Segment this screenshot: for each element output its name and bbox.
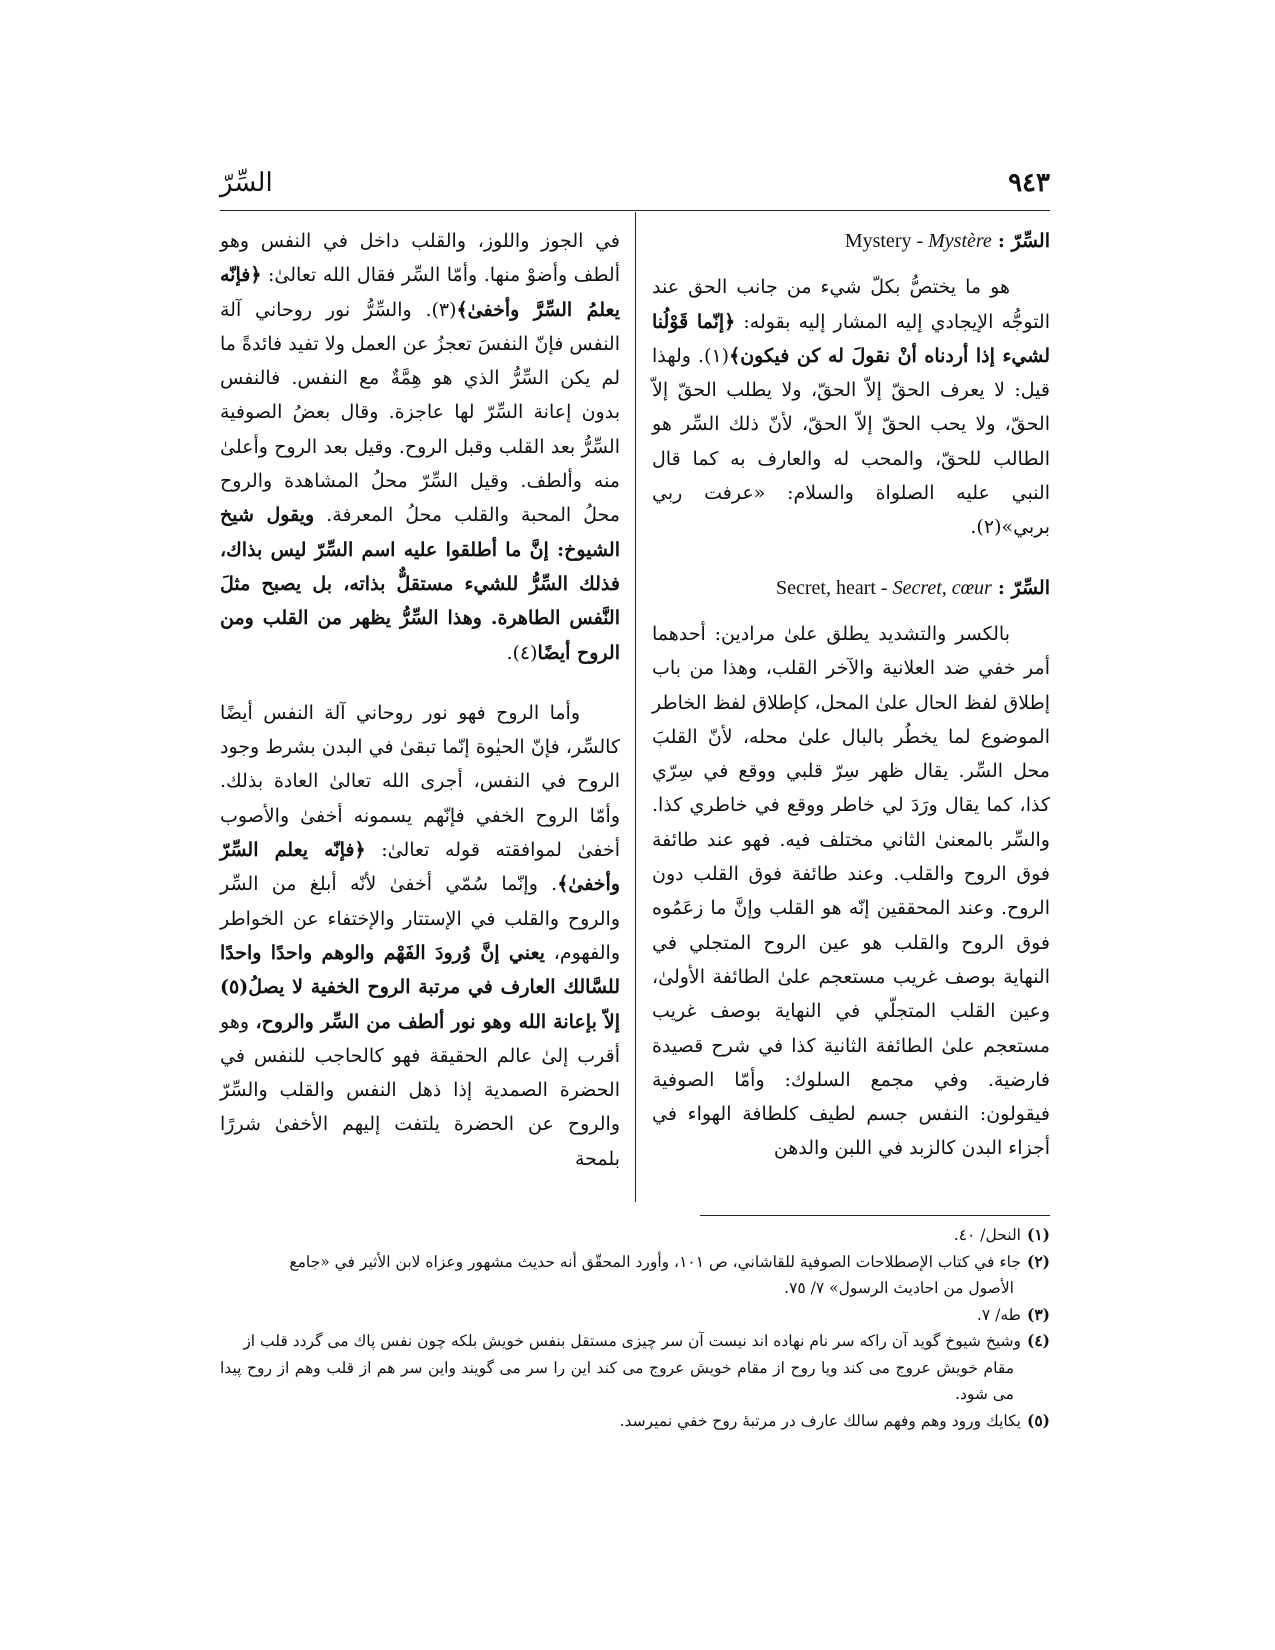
entry-term: السِّرّ : xyxy=(997,576,1050,599)
page-header xyxy=(220,168,1050,204)
bold-citation: ويقول شيخ الشيوخ: إنَّ ما أطلقوا عليه اسم السِّرّ ليس بذاك، فذلك السِّرُّ للشيء مستقلٌّ بذاته، بل يصبح مثلَ النَّفس الطاهرة. وهذا السِّرُّ يظهر من القلب ومن الروح أيضًا xyxy=(220,504,620,664)
entry-heading-mystery xyxy=(652,224,1050,258)
footnote-4-continued: مقام خويش عروج مى كند ويا روح از مقام خويش عروج مى كند اين را سر مى گويند واين سر هم از قلب وهم از روح پيدا مى شود. xyxy=(220,1358,1014,1403)
entry-translation xyxy=(776,577,992,599)
footnote-1 xyxy=(220,1222,1050,1249)
footnote-5 xyxy=(220,1408,1050,1435)
footnote-number: (١) xyxy=(1026,1225,1050,1244)
footnote-3 xyxy=(220,1302,1050,1329)
footnote-number: (٢) xyxy=(1026,1251,1050,1271)
quran-quote: ﴿إنّما قَوْلُنا لشيء إذا أردناه أنْ نقولَ له كن فيكون﴾ xyxy=(652,310,1051,367)
footnote-2-continued: الأصول من احاديث الرسول» ٧/ ٧٥. xyxy=(784,1279,1014,1297)
entry-paragraph xyxy=(652,270,1050,544)
entry-translation xyxy=(845,230,992,252)
left-column xyxy=(220,224,620,1176)
footnote-4 xyxy=(220,1328,1050,1355)
footnote-number: (٥) xyxy=(1026,1410,1050,1430)
translation-fr: Mystère xyxy=(928,230,992,252)
quran-quote: ﴿فإنّه يعلمُ السِّرَّ وأخفىٰ﴾ xyxy=(220,264,620,321)
page-number: ٩٤٣ xyxy=(1008,168,1050,198)
quran-quote: ﴿فإنّه يعلم السِّرّ وأخفىٰ﴾ xyxy=(220,839,620,896)
footnote-text: يكايك ورود وهم وفهم سالك عارف در مرتبهٔ روح خفي نميرسد. xyxy=(619,1411,1021,1430)
footnote-text: طه/ ٧. xyxy=(976,1305,1021,1324)
entry-paragraph: بالكسر والتشديد يطلق علىٰ مرادين: أحدهما أمر خفي ضد العلانية والآخر القلب، وهذا من باب إطلاق لفظ الحال علىٰ المحل، كإطلاق لفظ الخاطر الموضوع لما يخطُر بالبال علىٰ محله، لأنّ القلبَ محل السِّر. يقال ظهر سِرّ قلبي ووقع في سِرّي كذا، كما يقال ورَدَ لي خاطر ووقع في خاطري كذا. والسِّر بالمعنىٰ الثاني مختلف فيه. فهو عند طائفة فوق الروح والقلب. وعند طائفة فوق القلب دون الروح. وعند المحققين إنّه هو القلب وإنَّ ما زعَمُوه فوق الروح والقلب هو عين الروح المتجلي في النهاية بوصف غريب مستعجم علىٰ الطائفة الأولىٰ، وعين القلب المتجلّي في النهاية بوصف غريب مستعجم علىٰ الطائفة الثانية كذا في شرح قصيدة فارضية. وفي مجمع السلوك: وأمّا الصوفية فيقولون: النفس جسم لطيف كلطافة الهواء في أجزاء البدن كالزبد في اللبن والدهن xyxy=(652,622,1050,1160)
column-divider xyxy=(635,212,636,1202)
footnote-2 xyxy=(220,1249,1050,1276)
footnote-text: جاء في كتاب الإصطلاحات الصوفية للقاشاني، ص ١٠١، وأورد المحقّق أنه حديث مشهور وعزاه لابن الأثير في «جامع xyxy=(289,1252,1021,1271)
paragraph-text: (١). ولهذا قيل: لا يعرف الحقّ إلاّ الحقّ، ولا يطلب الحقّ إلاّ الحقّ، ولا يحب الحقّ إلاّ الحقّ، لأنّ ذلك السِّر هو الطالب للحقّ، والمحب له والعارف به كما قال النبي عليه الصلواة والسلام: «عرفت ربي بربي»(٢). xyxy=(652,344,1050,539)
paragraph-text: وهو أقرب إلىٰ عالم الحقيقة فهو كالحاجب للنفس في الحضرة الصمدية إذا ذهل النفس والقلب والسِّرّ والروح عن الحضرة يلتفت إليهم الأخفىٰ شررًا بلمحة xyxy=(220,1010,620,1170)
running-title: السِّرّ xyxy=(220,168,273,198)
paragraph-text: وأما الروح فهو نور روحاني آلة النفس أيضًا كالسِّر، فإنّ الحيٰوة إنّما تبقىٰ في البدن بشرط وجود الروح في النفس، أجرى الله تعالىٰ العادة بذلك. وأمّا الروح الخفي فإنّهم يسمونه أخفىٰ والأصوب أخفىٰ لموافقته قوله تعالىٰ: xyxy=(220,701,620,862)
continuation-paragraph xyxy=(220,224,620,670)
translation-en: Secret, heart - xyxy=(775,576,893,599)
paragraph-ruh xyxy=(220,696,620,1176)
translation-en: Mystery - xyxy=(844,230,929,252)
footnote-number: (٣) xyxy=(1026,1304,1050,1324)
entry-heading-secret xyxy=(652,571,1050,605)
footnote-ref: (٤). xyxy=(506,641,538,664)
paragraph-text: في الجوز واللوز، والقلب داخل في النفس وهو ألطف وأضوْ منها. وأمّا السِّر فقال الله تعالىٰ: xyxy=(220,230,620,287)
footnote-text: النحل/ ٤٠. xyxy=(953,1226,1021,1244)
right-column xyxy=(652,224,1050,1166)
footnote-text: وشيخ شيوخ گويد آن راكه سر نام نهاده اند نيست آن سر چيزى مستقل بنفس خويش بلكه چون نفس پاك مى گردد قلب از xyxy=(243,1332,1021,1350)
paragraph-text: (٣). والسِّرُّ نور روحاني آلة النفس فإنّ النفسَ تعجزُ عن العمل ولا تفيد فائدةً ما لم يكن السِّرُّ الذي هو هِمَّةٌ مع النفس. فالنفس بدون إعانة السِّرّ لها عاجزة. وقال بعضُ الصوفية السِّرُّ بعد القلب وقبل الروح. وقيل بعد الروح وأعلىٰ منه وألطف. وقيل السِّرّ محلُ المشاهدة والروح محلُ المحبة والقلب محلُ المعرفة. xyxy=(220,298,620,527)
footnote-rule xyxy=(700,1215,1050,1216)
footnotes xyxy=(220,1222,1050,1434)
footnote-number: (٤) xyxy=(1026,1331,1050,1350)
entry-term: السِّرّ : xyxy=(997,230,1050,252)
bold-citation: يعني إنَّ وُرودَ الفَهْم والوهم واحدًا واحدًا للسَّالك العارف في مرتبة الروح الخفية لا يصلُ(٥) إلاّ بإعانة الله وهو نور ألطف من السِّر والروح، xyxy=(220,941,620,1033)
paragraph-text: . وإنّما سُمّي أخفىٰ لأنّه أبلغ من السِّر والروح والقلب في الإستتار والإختفاء عن الخواطر والفهوم، xyxy=(220,873,621,964)
header-rule xyxy=(220,210,1050,211)
translation-fr: Secret, cœur xyxy=(892,576,992,599)
paragraph-text: هو ما يختصُّ بكلّ شيء من جانب الحق عند التوجُّه الإيجادي إليه المشار إليه بقوله: xyxy=(652,276,1050,333)
